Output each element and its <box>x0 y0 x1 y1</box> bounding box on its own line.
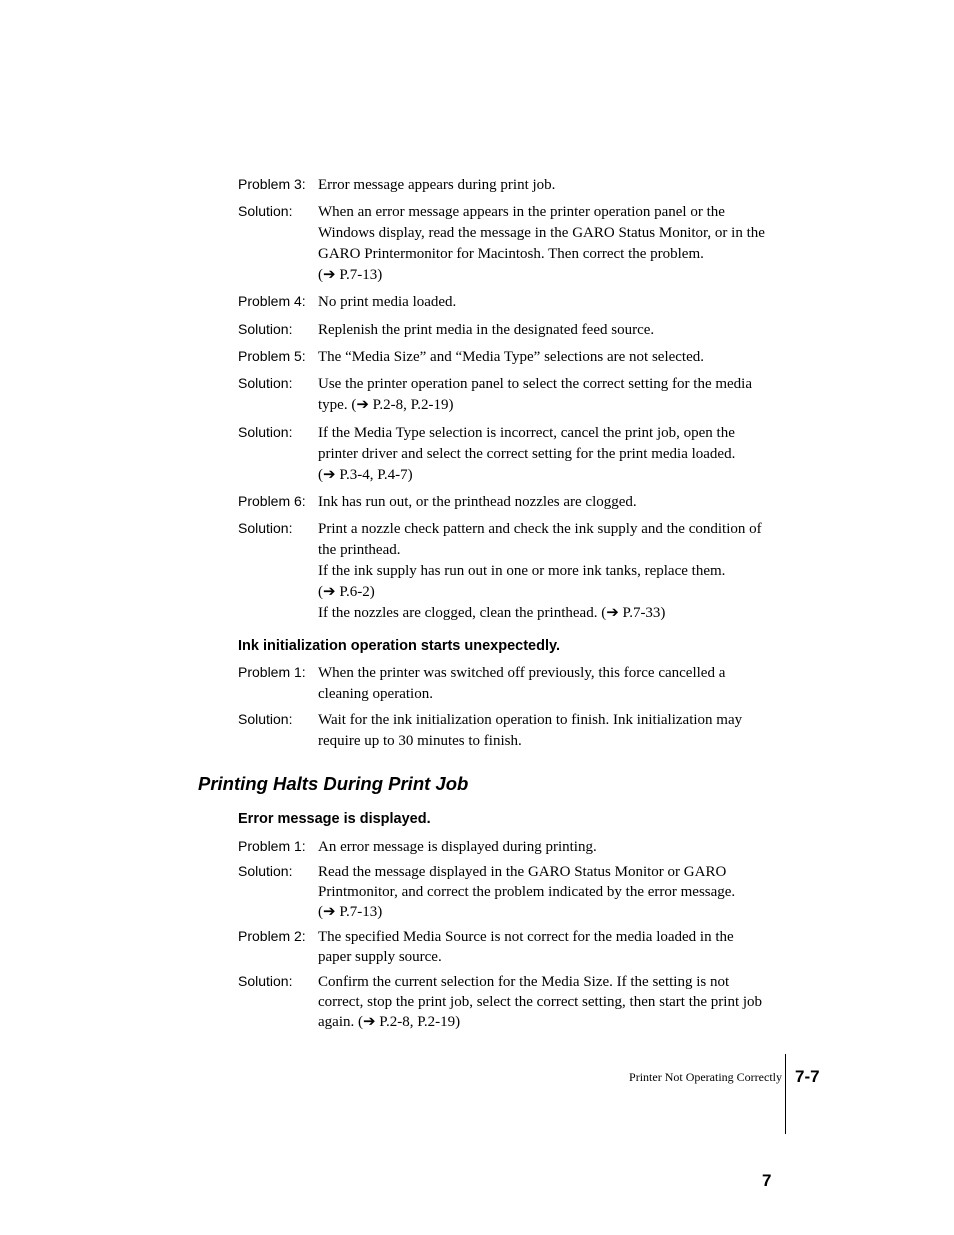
entry-label: Problem 4: <box>238 293 306 309</box>
text-line: GARO Printermonitor for Macintosh. Then correct the problem. <box>318 246 704 262</box>
text-line: Print a nozzle check pattern and check the ink supply and the condition of <box>318 521 762 537</box>
text-line: require up to 30 minutes to finish. <box>318 733 522 749</box>
entry-text <box>318 710 788 752</box>
cross-reference: again. (➔ P.2-8, P.2-19) <box>318 1014 461 1030</box>
entry-label: Problem 1: <box>238 664 306 680</box>
entry-text <box>318 972 788 1032</box>
entry-text <box>318 320 788 341</box>
text-line: paper supply source. <box>318 949 442 965</box>
entry-label: Solution: <box>238 863 293 879</box>
text-line: Wait for the ink initialization operation to finish. Ink initialization may <box>318 712 743 728</box>
text-line: Use the printer operation panel to select the correct setting for the media <box>318 376 752 392</box>
entry-text <box>318 202 788 286</box>
entry-label: Solution: <box>238 203 293 219</box>
footer-chapter-title: Printer Not Operating Correctly <box>629 1070 782 1084</box>
cross-reference: (➔ P.3-4, P.4-7) <box>318 467 413 483</box>
cross-reference: (➔ P.7-13) <box>318 267 383 283</box>
text-line: correct, stop the print job, select the correct setting, then start the print job <box>318 994 763 1010</box>
section-title: Printing Halts During Print Job <box>198 773 469 794</box>
text-line: printer driver and select the correct setting for the print media loaded. <box>318 446 736 462</box>
entry-text <box>318 837 788 858</box>
entry-text <box>318 492 788 513</box>
entry-label: Problem 1: <box>238 838 306 854</box>
text-line: When an error message appears in the printer operation panel or the <box>318 204 725 220</box>
text-line: If the nozzles are clogged, clean the printhead. (➔ P.7-33) <box>318 605 666 621</box>
entry-text <box>318 347 788 368</box>
text-line: Read the message displayed in the GARO Status Monitor or GARO <box>318 864 727 880</box>
entry-label: Problem 3: <box>238 176 306 192</box>
entry-text <box>318 663 788 705</box>
entry-text <box>318 862 788 922</box>
entry-text <box>318 519 788 624</box>
entry-label: Solution: <box>238 973 293 989</box>
subheading-error-message: Error message is displayed. <box>238 811 431 827</box>
text-line: the printhead. <box>318 542 401 558</box>
text-line: No print media loaded. <box>318 294 457 310</box>
chapter-tab: 7 <box>762 1171 772 1190</box>
entry-text <box>318 175 788 196</box>
text-line: Confirm the current selection for the Media Size. If the setting is not <box>318 974 730 990</box>
entry-text <box>318 927 788 967</box>
text-line: When the printer was switched off previously, this force cancelled a <box>318 665 726 681</box>
text-line: If the ink supply has run out in one or more ink tanks, replace them. <box>318 563 726 579</box>
entry-label: Solution: <box>238 375 293 391</box>
text-line: Windows display, read the message in the GARO Status Monitor, or in the <box>318 225 765 241</box>
text-line: If the Media Type selection is incorrect, cancel the print job, open the <box>318 425 735 441</box>
entry-label: Solution: <box>238 321 293 337</box>
footer-divider <box>785 1054 786 1134</box>
text-line: Ink has run out, or the printhead nozzles are clogged. <box>318 494 637 510</box>
entry-text <box>318 423 788 486</box>
text-line: The specified Media Source is not correct for the media loaded in the <box>318 929 734 945</box>
cross-reference: type. (➔ P.2-8, P.2-19) <box>318 397 454 413</box>
text-line: Printmonitor, and correct the problem indicated by the error message. <box>318 884 736 900</box>
text-line: Replenish the print media in the designated feed source. <box>318 322 655 338</box>
entry-label: Solution: <box>238 711 293 727</box>
entry-label: Problem 6: <box>238 493 306 509</box>
entry-label: Problem 5: <box>238 348 306 364</box>
subheading-ink-initialization: Ink initialization operation starts unexpectedly. <box>238 638 561 654</box>
text-line: Error message appears during print job. <box>318 177 556 193</box>
page-number: 7-7 <box>795 1067 820 1086</box>
entry-label: Problem 2: <box>238 928 306 944</box>
text-line: cleaning operation. <box>318 686 433 702</box>
entry-label: Solution: <box>238 424 293 440</box>
text-line: An error message is displayed during printing. <box>318 839 597 855</box>
entry-label: Solution: <box>238 520 293 536</box>
text-line: The “Media Size” and “Media Type” selections are not selected. <box>318 349 705 365</box>
cross-reference: (➔ P.6-2) <box>318 584 375 600</box>
entry-text <box>318 374 788 416</box>
entry-text <box>318 292 788 313</box>
cross-reference: (➔ P.7-13) <box>318 904 383 920</box>
